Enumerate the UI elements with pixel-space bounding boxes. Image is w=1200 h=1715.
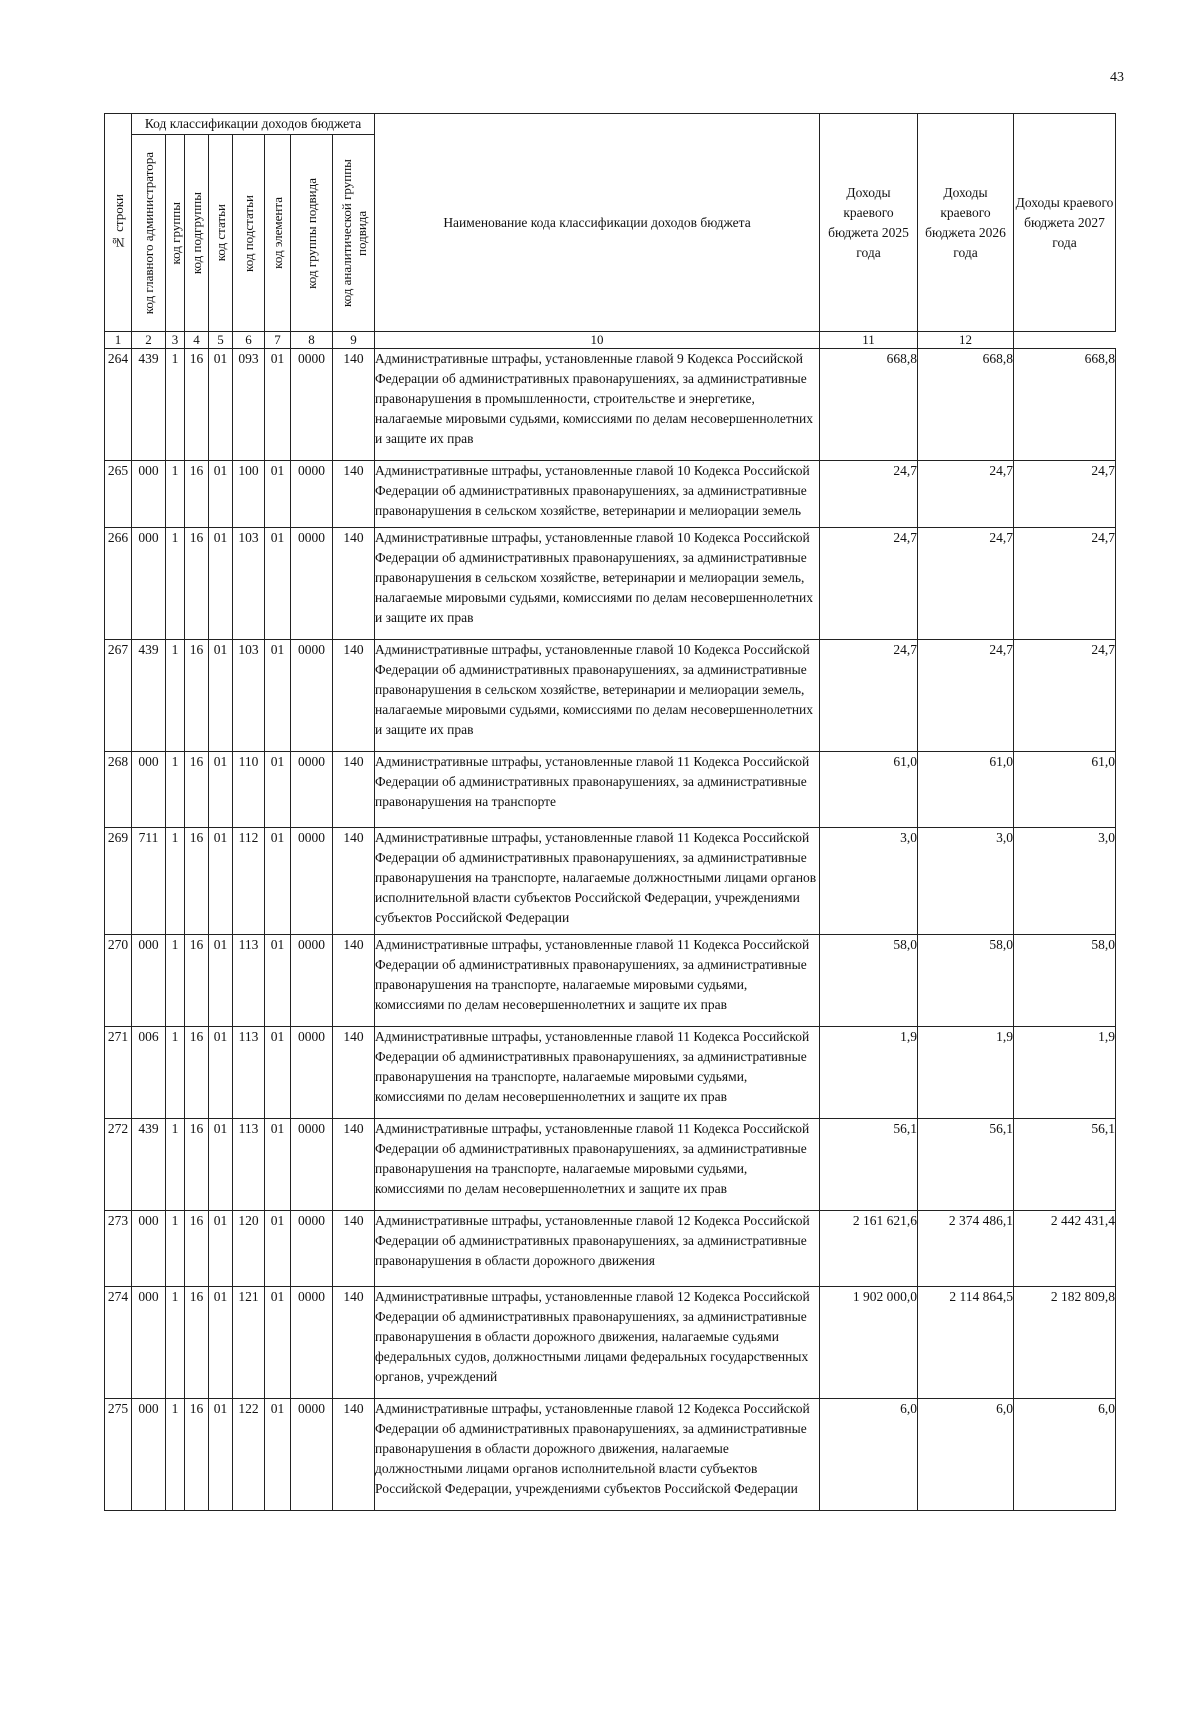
- revenue-2027: 668,8: [1014, 349, 1116, 461]
- revenue-2025: 1,9: [820, 1027, 918, 1119]
- revenue-name: Административные штрафы, установленные главой 11 Кодекса Российской Федерации об административных правонарушениях, за административные правонарушения на транспорте, налагаемые мировыми судьями, комиссиями по делам несовершеннолетних и защите их прав: [375, 1027, 820, 1119]
- group-code: 1: [166, 1027, 185, 1119]
- revenue-2025: 24,7: [820, 528, 918, 640]
- admin-code: 000: [132, 461, 166, 528]
- revenue-2026: 2 374 486,1: [918, 1211, 1014, 1287]
- subarticle-code: 100: [233, 461, 265, 528]
- group-code: 1: [166, 935, 185, 1027]
- subtype-group-code: 0000: [291, 461, 333, 528]
- table-body: [105, 349, 1116, 1511]
- header-element-code: код элемента: [265, 135, 291, 332]
- subarticle-code: 121: [233, 1287, 265, 1399]
- column-number: 12: [918, 332, 1014, 349]
- revenue-name: Административные штрафы, установленные главой 11 Кодекса Российской Федерации об административных правонарушениях, за административные правонарушения на транспорте, налагаемые должностными лицами органов исполнительной власти субъектов Российской Федерации, учреждениями субъектов Российской Федерации: [375, 828, 820, 935]
- revenue-name: Административные штрафы, установленные главой 10 Кодекса Российской Федерации об административных правонарушениях, за административные правонарушения в сельском хозяйстве, ветеринарии и мелиорации земель: [375, 461, 820, 528]
- revenue-2027: 6,0: [1014, 1399, 1116, 1511]
- group-code: 1: [166, 1211, 185, 1287]
- article-code: 01: [209, 1399, 233, 1511]
- header-revenue-2027: Доходы краевого бюджета 2027 года: [1014, 114, 1116, 332]
- revenue-2027: 24,7: [1014, 640, 1116, 752]
- row-number: 269: [105, 828, 132, 935]
- revenue-2026: 24,7: [918, 461, 1014, 528]
- header-article-code: код статьи: [209, 135, 233, 332]
- column-number: 9: [333, 332, 375, 349]
- revenue-2026: 668,8: [918, 349, 1014, 461]
- revenue-2027: 24,7: [1014, 528, 1116, 640]
- table-row: [105, 1027, 1116, 1119]
- table-row: [105, 1287, 1116, 1399]
- element-code: 01: [265, 1287, 291, 1399]
- subtype-group-code: 0000: [291, 349, 333, 461]
- article-code: 01: [209, 828, 233, 935]
- column-number: 1: [105, 332, 132, 349]
- element-code: 01: [265, 935, 291, 1027]
- table-row: [105, 935, 1116, 1027]
- revenue-2026: 58,0: [918, 935, 1014, 1027]
- element-code: 01: [265, 640, 291, 752]
- subgroup-code: 16: [185, 1399, 209, 1511]
- row-number: 274: [105, 1287, 132, 1399]
- element-code: 01: [265, 828, 291, 935]
- analytic-group-code: 140: [333, 640, 375, 752]
- analytic-group-code: 140: [333, 349, 375, 461]
- group-code: 1: [166, 1287, 185, 1399]
- article-code: 01: [209, 640, 233, 752]
- header-revenue-2025: Доходы краевого бюджета 2025 года: [820, 114, 918, 332]
- analytic-group-code: 140: [333, 461, 375, 528]
- revenue-2025: 24,7: [820, 640, 918, 752]
- column-number: 5: [209, 332, 233, 349]
- analytic-group-code: 140: [333, 828, 375, 935]
- admin-code: 000: [132, 752, 166, 828]
- table-row: [105, 528, 1116, 640]
- analytic-group-code: 140: [333, 1211, 375, 1287]
- header-name: Наименование кода классификации доходов бюджета: [375, 114, 820, 332]
- revenue-name: Административные штрафы, установленные главой 12 Кодекса Российской Федерации об административных правонарушениях, за административные правонарушения в области дорожного движения, налагаемые должностными лицами органов исполнительной власти субъектов Российской Федерации, учреждениями субъектов Российской Федерации: [375, 1399, 820, 1511]
- admin-code: 000: [132, 1399, 166, 1511]
- admin-code: 439: [132, 349, 166, 461]
- column-number: 8: [291, 332, 333, 349]
- subgroup-code: 16: [185, 935, 209, 1027]
- subgroup-code: 16: [185, 1287, 209, 1399]
- element-code: 01: [265, 1027, 291, 1119]
- row-number: 270: [105, 935, 132, 1027]
- revenue-2025: 3,0: [820, 828, 918, 935]
- column-number: 11: [820, 332, 918, 349]
- row-number: 265: [105, 461, 132, 528]
- element-code: 01: [265, 461, 291, 528]
- admin-code: 711: [132, 828, 166, 935]
- article-code: 01: [209, 349, 233, 461]
- row-number: 268: [105, 752, 132, 828]
- subarticle-code: 103: [233, 640, 265, 752]
- subgroup-code: 16: [185, 828, 209, 935]
- column-number: 10: [375, 332, 820, 349]
- article-code: 01: [209, 1119, 233, 1211]
- table-row: [105, 1119, 1116, 1211]
- revenue-2025: 24,7: [820, 461, 918, 528]
- element-code: 01: [265, 349, 291, 461]
- subtype-group-code: 0000: [291, 1119, 333, 1211]
- revenue-2025: 58,0: [820, 935, 918, 1027]
- analytic-group-code: 140: [333, 935, 375, 1027]
- admin-code: 000: [132, 1287, 166, 1399]
- column-number: 6: [233, 332, 265, 349]
- revenue-name: Административные штрафы, установленные главой 10 Кодекса Российской Федерации об административных правонарушениях, за административные правонарушения в сельском хозяйстве, ветеринарии и мелиорации земель, налагаемые мировыми судьями, комиссиями по делам несовершеннолетних и защите их прав: [375, 640, 820, 752]
- subtype-group-code: 0000: [291, 1399, 333, 1511]
- revenue-2025: 1 902 000,0: [820, 1287, 918, 1399]
- subarticle-code: 103: [233, 528, 265, 640]
- budget-revenue-table: [104, 113, 1116, 1511]
- analytic-group-code: 140: [333, 1287, 375, 1399]
- header-classification-group: Код классификации доходов бюджета: [132, 114, 375, 135]
- revenue-2027: 1,9: [1014, 1027, 1116, 1119]
- row-number: 271: [105, 1027, 132, 1119]
- subgroup-code: 16: [185, 528, 209, 640]
- revenue-2026: 2 114 864,5: [918, 1287, 1014, 1399]
- revenue-2027: 2 442 431,4: [1014, 1211, 1116, 1287]
- element-code: 01: [265, 752, 291, 828]
- analytic-group-code: 140: [333, 1399, 375, 1511]
- article-code: 01: [209, 1287, 233, 1399]
- element-code: 01: [265, 1399, 291, 1511]
- header-subgroup-code: код подгруппы: [185, 135, 209, 332]
- article-code: 01: [209, 1027, 233, 1119]
- subtype-group-code: 0000: [291, 528, 333, 640]
- table-row: [105, 1211, 1116, 1287]
- row-number: 275: [105, 1399, 132, 1511]
- group-code: 1: [166, 1119, 185, 1211]
- row-number: 273: [105, 1211, 132, 1287]
- revenue-2027: 56,1: [1014, 1119, 1116, 1211]
- subarticle-code: 122: [233, 1399, 265, 1511]
- subtype-group-code: 0000: [291, 828, 333, 935]
- table-row: [105, 752, 1116, 828]
- subarticle-code: 112: [233, 828, 265, 935]
- header-admin-code: код главного администратора: [132, 135, 166, 332]
- subarticle-code: 120: [233, 1211, 265, 1287]
- row-number: 272: [105, 1119, 132, 1211]
- element-code: 01: [265, 1119, 291, 1211]
- row-number: 266: [105, 528, 132, 640]
- header-group-code: код группы: [166, 135, 185, 332]
- subtype-group-code: 0000: [291, 1211, 333, 1287]
- table-row: [105, 828, 1116, 935]
- group-code: 1: [166, 528, 185, 640]
- admin-code: 000: [132, 935, 166, 1027]
- revenue-name: Административные штрафы, установленные главой 11 Кодекса Российской Федерации об административных правонарушениях, за административные правонарушения на транспорте, налагаемые мировыми судьями, комиссиями по делам несовершеннолетних и защите их прав: [375, 1119, 820, 1211]
- revenue-name: Административные штрафы, установленные главой 10 Кодекса Российской Федерации об административных правонарушениях, за административные правонарушения в сельском хозяйстве, ветеринарии и мелиорации земель, налагаемые мировыми судьями, комиссиями по делам несовершеннолетних и защите их прав: [375, 528, 820, 640]
- element-code: 01: [265, 528, 291, 640]
- group-code: 1: [166, 461, 185, 528]
- article-code: 01: [209, 1211, 233, 1287]
- revenue-2025: 56,1: [820, 1119, 918, 1211]
- revenue-2027: 2 182 809,8: [1014, 1287, 1116, 1399]
- subgroup-code: 16: [185, 752, 209, 828]
- subtype-group-code: 0000: [291, 1027, 333, 1119]
- revenue-2027: 3,0: [1014, 828, 1116, 935]
- table-row: [105, 1399, 1116, 1511]
- revenue-2027: 58,0: [1014, 935, 1116, 1027]
- revenue-2025: 2 161 621,6: [820, 1211, 918, 1287]
- row-number: 264: [105, 349, 132, 461]
- analytic-group-code: 140: [333, 1027, 375, 1119]
- subarticle-code: 093: [233, 349, 265, 461]
- subtype-group-code: 0000: [291, 640, 333, 752]
- subtype-group-code: 0000: [291, 935, 333, 1027]
- revenue-2026: 1,9: [918, 1027, 1014, 1119]
- admin-code: 439: [132, 1119, 166, 1211]
- page-number: 43: [1110, 70, 1124, 85]
- group-code: 1: [166, 828, 185, 935]
- revenue-2025: 6,0: [820, 1399, 918, 1511]
- header-subarticle-code: код подстатьи: [233, 135, 265, 332]
- revenue-2025: 668,8: [820, 349, 918, 461]
- revenue-2026: 3,0: [918, 828, 1014, 935]
- subgroup-code: 16: [185, 640, 209, 752]
- revenue-2026: 61,0: [918, 752, 1014, 828]
- row-number: 267: [105, 640, 132, 752]
- article-code: 01: [209, 461, 233, 528]
- element-code: 01: [265, 1211, 291, 1287]
- column-number: 4: [185, 332, 209, 349]
- column-number: 7: [265, 332, 291, 349]
- article-code: 01: [209, 752, 233, 828]
- subgroup-code: 16: [185, 1211, 209, 1287]
- revenue-2027: 61,0: [1014, 752, 1116, 828]
- column-numbers-row: [105, 332, 1116, 349]
- subgroup-code: 16: [185, 1027, 209, 1119]
- admin-code: 439: [132, 640, 166, 752]
- revenue-name: Административные штрафы, установленные главой 9 Кодекса Российской Федерации об административных правонарушениях, за административные правонарушения в промышленности, строительстве и энергетике, налагаемые мировыми судьями, комиссиями по делам несовершеннолетних и защите их прав: [375, 349, 820, 461]
- header-analytic-group-code: код аналитической группы подвида: [333, 135, 375, 332]
- subarticle-code: 113: [233, 1119, 265, 1211]
- admin-code: 000: [132, 1211, 166, 1287]
- header-revenue-2026: Доходы краевого бюджета 2026 года: [918, 114, 1014, 332]
- table-row: [105, 461, 1116, 528]
- admin-code: 006: [132, 1027, 166, 1119]
- subarticle-code: 110: [233, 752, 265, 828]
- table-row: [105, 640, 1116, 752]
- revenue-2026: 24,7: [918, 640, 1014, 752]
- article-code: 01: [209, 528, 233, 640]
- revenue-name: Административные штрафы, установленные главой 12 Кодекса Российской Федерации об административных правонарушениях, за административные правонарушения в области дорожного движения, налагаемые судьями федеральных судов, должностными лицами федеральных государственных органов, учреждений: [375, 1287, 820, 1399]
- subarticle-code: 113: [233, 1027, 265, 1119]
- subgroup-code: 16: [185, 349, 209, 461]
- table-row: [105, 349, 1116, 461]
- subgroup-code: 16: [185, 1119, 209, 1211]
- subtype-group-code: 0000: [291, 752, 333, 828]
- analytic-group-code: 140: [333, 1119, 375, 1211]
- revenue-name: Административные штрафы, установленные главой 11 Кодекса Российской Федерации об административных правонарушениях, за административные правонарушения на транспорте: [375, 752, 820, 828]
- header-row-number: № строки: [105, 114, 132, 332]
- analytic-group-code: 140: [333, 528, 375, 640]
- group-code: 1: [166, 1399, 185, 1511]
- revenue-2026: 24,7: [918, 528, 1014, 640]
- revenue-name: Административные штрафы, установленные главой 11 Кодекса Российской Федерации об административных правонарушениях, за административные правонарушения на транспорте, налагаемые мировыми судьями, комиссиями по делам несовершеннолетних и защите их прав: [375, 935, 820, 1027]
- header-subtype-group-code: код группы подвида: [291, 135, 333, 332]
- article-code: 01: [209, 935, 233, 1027]
- revenue-2026: 56,1: [918, 1119, 1014, 1211]
- group-code: 1: [166, 752, 185, 828]
- group-code: 1: [166, 349, 185, 461]
- column-number: 3: [166, 332, 185, 349]
- group-code: 1: [166, 640, 185, 752]
- revenue-2026: 6,0: [918, 1399, 1014, 1511]
- column-number: 2: [132, 332, 166, 349]
- revenue-2025: 61,0: [820, 752, 918, 828]
- revenue-name: Административные штрафы, установленные главой 12 Кодекса Российской Федерации об административных правонарушениях, за административные правонарушения в области дорожного движения: [375, 1211, 820, 1287]
- analytic-group-code: 140: [333, 752, 375, 828]
- revenue-2027: 24,7: [1014, 461, 1116, 528]
- table-header: [105, 114, 1116, 349]
- subarticle-code: 113: [233, 935, 265, 1027]
- subtype-group-code: 0000: [291, 1287, 333, 1399]
- admin-code: 000: [132, 528, 166, 640]
- subgroup-code: 16: [185, 461, 209, 528]
